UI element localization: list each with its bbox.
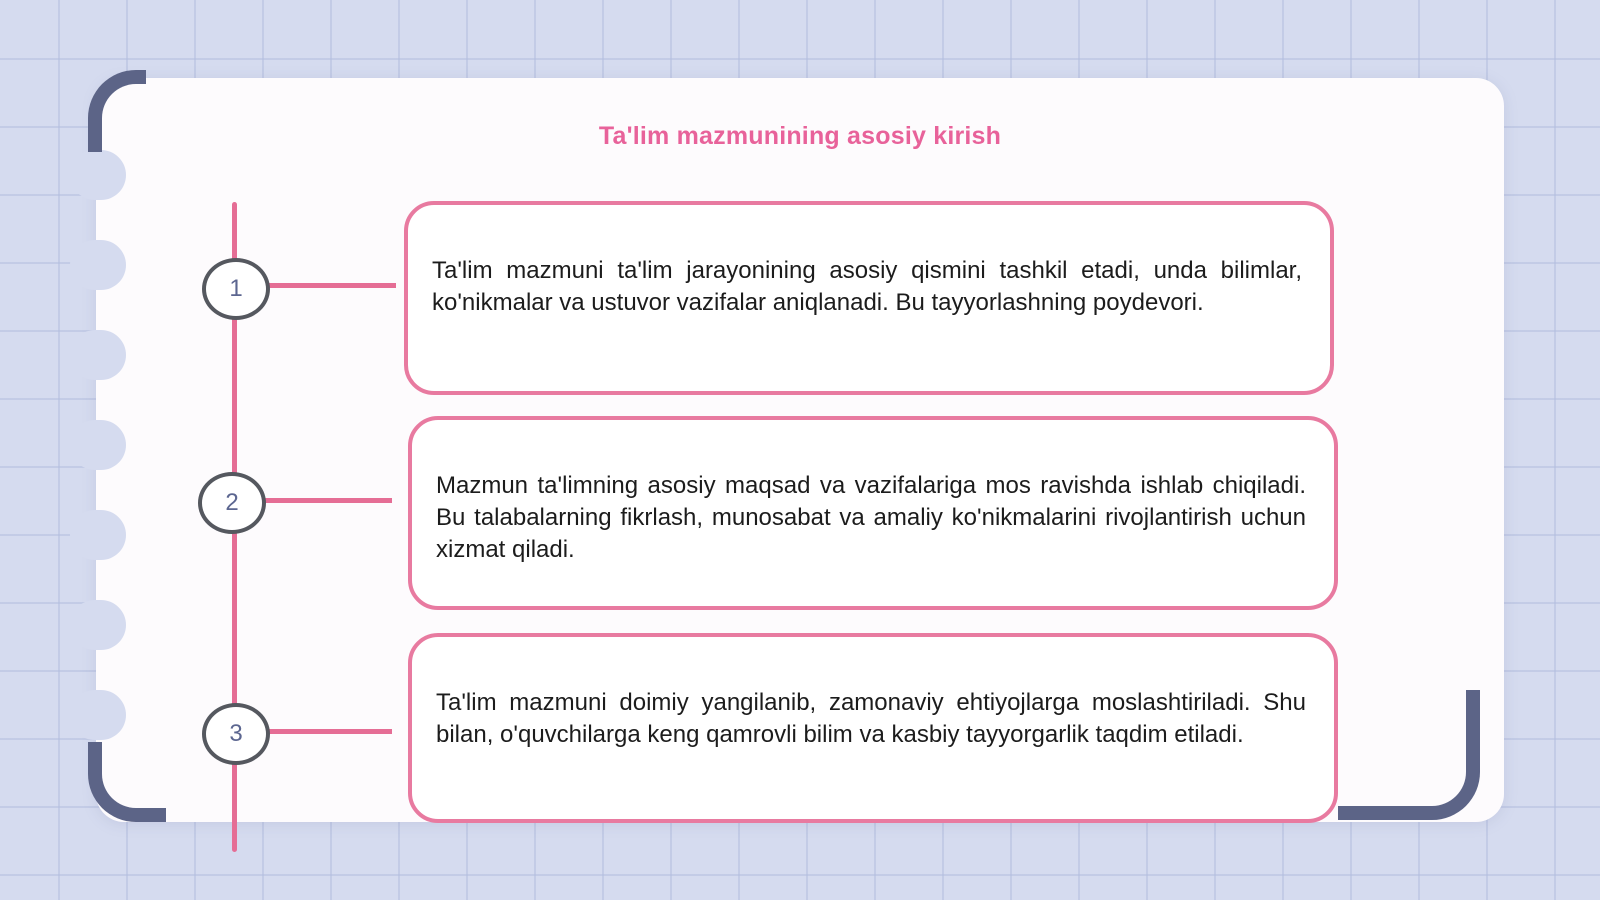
frame-corner-bottom-left [88,742,166,822]
slide-title: Ta'lim mazmunining asosiy kirish [598,122,1002,150]
notebook-hole [70,150,126,200]
step-number-1: 1 [202,258,270,320]
step-number-2: 2 [198,472,266,534]
notebook-hole [70,600,126,650]
content-card-2 [408,416,1338,610]
notebook-hole [70,420,126,470]
timeline-connector [266,729,392,734]
timeline-connector [262,498,392,503]
content-card-1 [404,201,1334,395]
notebook-hole [70,330,126,380]
notebook-hole [70,240,126,290]
card-text: Ta'lim mazmuni doimiy yangilanib, zamonaviy ehtiyojlarga moslashtiriladi. Shu bilan, o'quvchilarga keng qamrovli bilim va kasbiy tayyorgarlik taqdim etiladi. [436,689,1306,748]
card-text: Mazmun ta'limning asosiy maqsad va vazifalariga mos ravishda ishlab chiqiladi. Bu talabalarning fikrlash, munosabat va amaliy ko'nikmalarini rivojlantirish uchun xizmat qiladi. [436,472,1306,563]
frame-corner-bottom-right [1338,690,1480,820]
notebook-hole [70,510,126,560]
card-text: Ta'lim mazmuni ta'lim jarayonining asosiy qismini tashkil etadi, unda bilimlar, ko'nikmalar va ustuvor vazifalar aniqlanadi. Bu tayyorlashning poydevori. [432,257,1302,316]
timeline-connector [266,283,396,288]
content-card-3 [408,633,1338,823]
step-number-3: 3 [202,703,270,765]
notebook-hole [70,690,126,740]
